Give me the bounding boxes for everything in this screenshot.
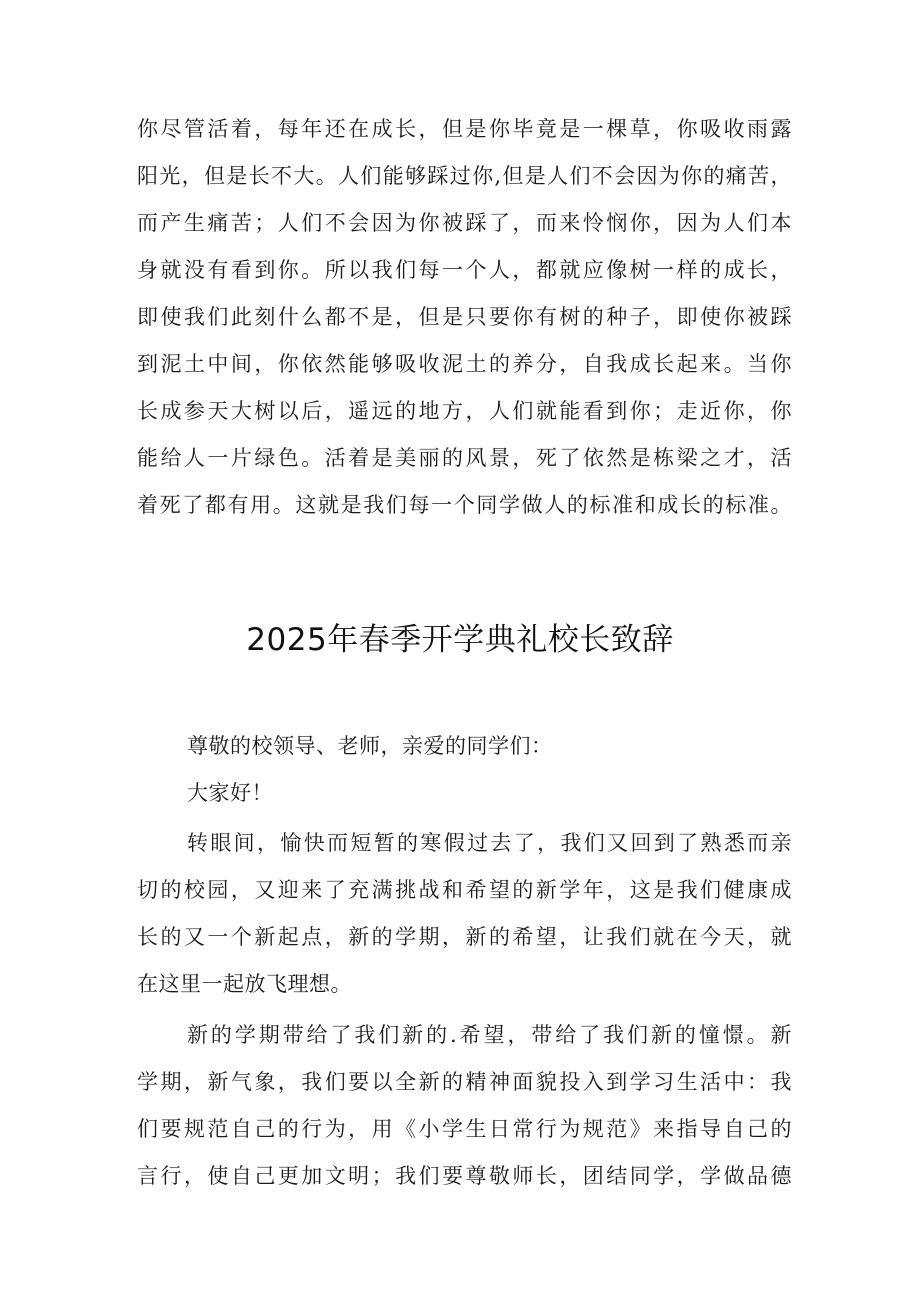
text-line: 能给人一片绿色。活着是美丽的风景，死了依然是栋梁之才，活 xyxy=(137,446,792,470)
speech-title: 2025年春季开学典礼校长致辞 xyxy=(246,622,674,658)
text-line: 长的又一个新起点，新的学期，新的希望，让我们就在今天，就 xyxy=(137,925,792,949)
text-line: 转眼间，愉快而短暂的寒假过去了，我们又回到了熟悉而亲 xyxy=(187,831,792,855)
text-line: 着死了都有用。这就是我们每一个同学做人的标准和成长的标准。 xyxy=(137,493,792,517)
hello-line: 大家好！ xyxy=(187,781,273,805)
greeting-line: 尊敬的校领导、老师，亲爱的同学们： xyxy=(187,734,553,758)
text-line: 切的校园，又迎来了充满挑战和希望的新学年，这是我们健康成 xyxy=(137,878,792,902)
text-line: 言行，使自己更加文明；我们要尊敬师长，团结同学，学做品德 xyxy=(137,1164,792,1188)
salutation-block xyxy=(137,723,792,817)
text-line: 身就没有看到你。所以我们每一个人，都就应像树一样的成长， xyxy=(137,258,792,282)
text-line: 新的学期带给了我们新的.希望，带给了我们新的憧憬。新 xyxy=(187,1023,792,1047)
text-line: 而产生痛苦；人们不会因为你被踩了，而来怜悯你，因为人们本 xyxy=(137,211,792,235)
text-line: 在这里一起放飞理想。 xyxy=(137,972,352,996)
text-line: 阳光，但是长不大。人们能够踩过你,但是人们不会因为你的痛苦， xyxy=(137,164,792,188)
text-line: 学期，新气象，我们要以全新的精神面貌投入到学习生活中：我 xyxy=(137,1070,792,1094)
text-line: 你尽管活着，每年还在成长，但是你毕竟是一棵草，你吸收雨露 xyxy=(137,117,792,141)
text-line: 们要规范自己的行为，用《小学生日常行为规范》来指导自己的 xyxy=(137,1117,792,1141)
text-line: 即使我们此刻什么都不是，但是只要你有树的种子，即使你被踩 xyxy=(137,305,792,329)
text-line: 长成参天大树以后，遥远的地方，人们就能看到你；走近你，你 xyxy=(137,399,792,423)
paragraph-1 xyxy=(137,820,792,1008)
paragraph-2 xyxy=(137,1012,792,1200)
text-line: 到泥土中间，你依然能够吸收泥土的养分，自我成长起来。当你 xyxy=(137,352,792,376)
body-text-section-1 xyxy=(137,106,792,529)
